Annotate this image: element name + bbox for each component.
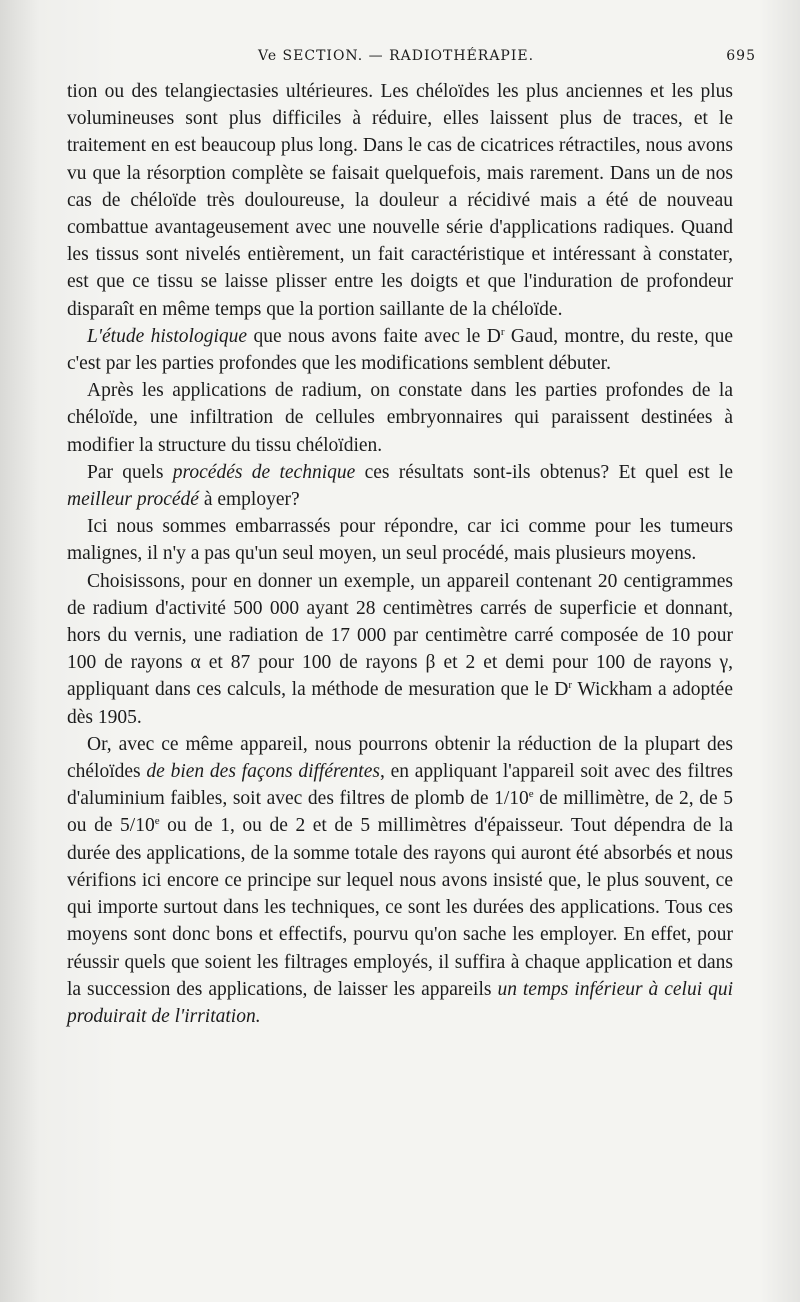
page-number: 695 [726,48,756,64]
paragraph-1: tion ou des telangiectasies ultérieures. Les chéloïdes les plus anciennes et les plus volumineuses sont plus difficiles à réduire, elles laissent plus de traces, et le traitement en est beaucoup plus long. Dans le cas de cicatrices rétractiles, nous avons vu que la résorption complète se faisait quelquefois, mais rarement. Dans un de nos cas de chéloïde très douloureuse, la douleur a récidivé mais a été de nouveau combattue avantageusement avec une nouvelle série d'applications radiques. Quand les tissus sont nivelés entièrement, un fait caractéristique et intéressant à constater, est que ce tissu se laisse plisser entre les doigts et que l'induration de profondeur disparaît en même temps que la portion saillante de la chéloïde. [67,81,733,320]
paragraph-2: L'étude histologique que nous avons faite avec le $D^r$ Gaud, montre, du reste, que c'est par les parties profondes que les modifications semblent débuter. [67,325,734,375]
section-title: Ve SECTION. — RADIOTHÉRAPIE. [258,48,535,64]
paragraph-4: Par quels procédés de technique ces résultats sont-ils obtenus? Et quel est le meilleur procédé à employer? [67,461,734,511]
page-body [67,78,733,1030]
paragraph-6: Choisissons, pour en donner un exemple, un appareil contenant 20 centigrammes de radium d'activité 500 000 ayant 28 centimètres carrés de superficie et donnant, hors du vernis, une radiation de 17 000 par centimètre carré composée de 10 pour 100 de rayons α et 87 pour 100 de rayons β et 2 et demi pour 100 de rayons γ, appliquant dans ces calculs, la méthode de mesuration que le $D^r$ Wickham a adoptée dès 1905. [67,570,733,728]
paragraph-3: Après les applications de radium, on constate dans les parties profondes de la chéloïde, une infiltration de cellules embryonnaires qui paraissent destinées à modifier la structure du tissu chéloïdien. [67,380,733,456]
paragraph-7: Or, avec ce même appareil, nous pourrons obtenir la réduction de la plupart des chéloïdes de bien des façons différentes, en appliquant l'appareil soit avec des filtres d'aluminium faibles, soit avec des filtres de plomb de 1/10e de millimètre, de 2, de 5 ou de 5/10e ou de 1, ou de 2 et de 5 millimètres d'épaisseur. Tout dépendra de la durée des applications, de la somme totale des rayons qui auront été absorbés et nous vérifions ici encore ce principe sur lequel nous avons insisté que, le plus souvent, ce qui importe surtout dans les techniques, ce sont les durées des applications. Tous ces moyens sont donc bons et effectifs, pourvu qu'on sache les employer. En effet, pour réussir quels que soient les filtrages employés, il suffira à chaque application et dans la succession des applications, de laisser les appareils un temps inférieur à celui qui produirait de l'irritation. [67,733,733,1027]
paragraph-5: Ici nous sommes embarrassés pour répondre, car ici comme pour les tumeurs malignes, il n'y a pas qu'un seul moyen, un seul procédé, mais plusieurs moyens. [67,516,733,565]
